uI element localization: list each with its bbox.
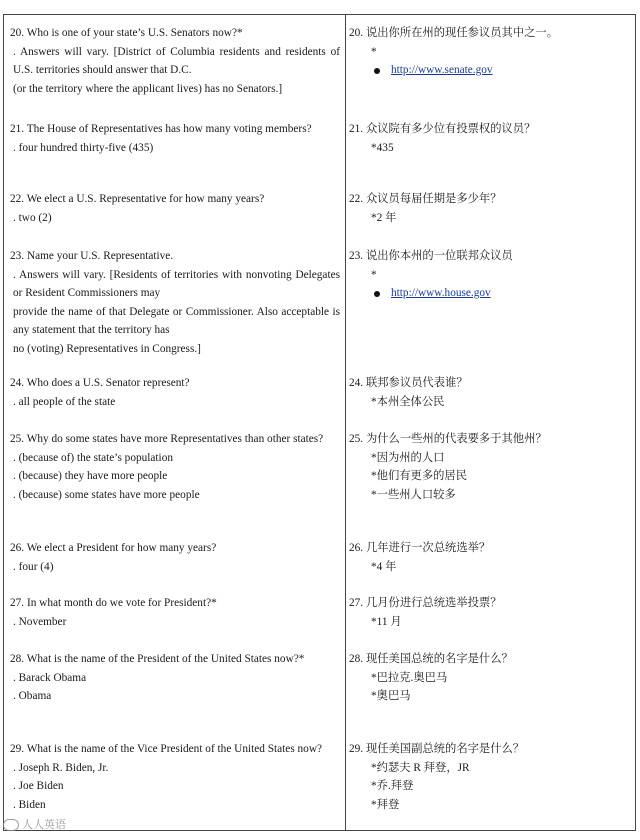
answer-line: * (371, 268, 377, 281)
question-text: 23. Name your U.S. Representative. (10, 250, 174, 262)
question-text: 21. The House of Representatives has how many voting members? (10, 123, 312, 135)
question-25-en (10, 430, 340, 504)
question-text: 22. 众议员每届任期是多少年？ (349, 193, 502, 205)
question-text: 27. 几月份进行总统选举投票？ (349, 597, 502, 609)
answer-line: . two (2) (13, 211, 52, 224)
question-21-zh (349, 120, 629, 157)
question-27-en (10, 594, 340, 631)
question-20-zh (349, 24, 629, 80)
answer-line: . Joseph R. Biden, Jr. (13, 761, 109, 774)
answer-line: *奥巴马 (371, 690, 411, 702)
answer-line: (or the territory where the applicant lives) has no Senators.] (13, 82, 283, 95)
question-20-en (10, 24, 340, 98)
question-25-zh (349, 430, 629, 504)
answer-line: *乔.拜登 (371, 780, 414, 792)
question-21-en (10, 120, 340, 157)
answer-line: . Joe Biden (13, 780, 64, 792)
answer-line: *本州全体公民 (371, 395, 445, 408)
link-row (349, 284, 629, 303)
question-text: 24. Who does a U.S. Senator represent? (10, 377, 190, 389)
question-text: 26. We elect a President for how many years? (10, 542, 217, 554)
question-text: 29. 现任美国副总统的名字是什么？ (349, 743, 525, 755)
answer-line: *拜登 (371, 798, 400, 811)
answer-line: . Answers will vary. [Residents of territories with nonvoting Delegates or Resident Commissioners may (13, 268, 340, 299)
answer-line: . four hundred thirty-five (435) (13, 141, 154, 154)
answer-line: *4 年 (371, 560, 397, 573)
answer-line: no (voting) Representatives in Congress.] (13, 342, 201, 355)
answer-line: *约瑟夫 R 拜登，JR (371, 761, 470, 774)
answer-line: *一些州人口较多 (371, 488, 456, 501)
answer-line: *2 年 (371, 211, 397, 224)
answer-line: . all people of the state (13, 395, 116, 408)
answer-line: . Obama (13, 690, 52, 702)
question-text: 20. 说出你所在州的现任参议员其中之一。 (349, 27, 558, 39)
question-text: 22. We elect a U.S. Representative for how many years? (10, 193, 265, 205)
answer-line: *巴拉克.奥巴马 (371, 671, 448, 684)
answer-line: *他们有更多的居民 (371, 470, 468, 482)
link-row (349, 61, 629, 80)
question-text: 26. 几年进行一次总统选举？ (349, 542, 491, 554)
answer-line: . Biden (13, 798, 46, 811)
answer-line: . four (4) (13, 560, 54, 573)
answer-line: provide the name of that Delegate or Commissioner. Also acceptable is any statement that the territory has (13, 305, 340, 336)
question-text: 25. 为什么一些州的代表要多于其他州？ (349, 433, 547, 445)
column-divider (345, 14, 346, 831)
bullet-icon (374, 68, 380, 74)
question-28-zh (349, 650, 629, 706)
answer-line: *435 (371, 141, 394, 154)
answer-line: . Barack Obama (13, 671, 87, 684)
question-text: 24. 联邦参议员代表谁？ (349, 377, 468, 389)
question-text: 20. Who is one of your state’s U.S. Senators now?* (10, 27, 243, 39)
question-text: 29. What is the name of the Vice President of the United States now? (10, 743, 323, 755)
chat-icon (3, 819, 19, 831)
question-text: 21. 众议院有多少位有投票权的议员？ (349, 123, 536, 135)
senate-link[interactable]: http://www.senate.gov (391, 64, 493, 76)
answer-line: . (because of) the state’s population (13, 451, 173, 464)
question-text: 27. In what month do we vote for President?* (10, 597, 217, 609)
question-24-zh (349, 374, 629, 411)
question-text: 28. What is the name of the President of the United States now?* (10, 653, 305, 665)
question-23-en (10, 247, 340, 358)
question-29-en (10, 740, 340, 814)
question-23-zh (349, 247, 629, 303)
watermark-text: 人人英语 (22, 818, 66, 831)
question-text: 28. 现任美国总统的名字是什么？ (349, 653, 513, 665)
answer-line: . November (13, 615, 67, 628)
question-28-en (10, 650, 340, 706)
question-26-en (10, 539, 340, 576)
answer-line: . (because) some states have more people (13, 488, 200, 501)
answer-line: *11 月 (371, 615, 402, 628)
question-22-zh (349, 190, 629, 227)
question-29-zh (349, 740, 629, 814)
house-link[interactable]: http://www.house.gov (391, 287, 491, 299)
question-text: 25. Why do some states have more Representatives than other states? (10, 433, 324, 445)
question-26-zh (349, 539, 629, 576)
answer-line: . Answers will vary. [District of Columbia residents and residents of U.S. territories should answer that D.C. (13, 45, 340, 76)
question-27-zh (349, 594, 629, 631)
answer-line: . (because) they have more people (13, 470, 168, 482)
question-22-en (10, 190, 340, 227)
question-24-en (10, 374, 340, 411)
answer-line: * (371, 45, 377, 58)
question-text: 23. 说出你本州的一位联邦众议员 (349, 250, 513, 262)
bullet-icon (374, 291, 380, 297)
answer-line: *因为州的人口 (371, 451, 445, 464)
watermark (3, 816, 66, 832)
